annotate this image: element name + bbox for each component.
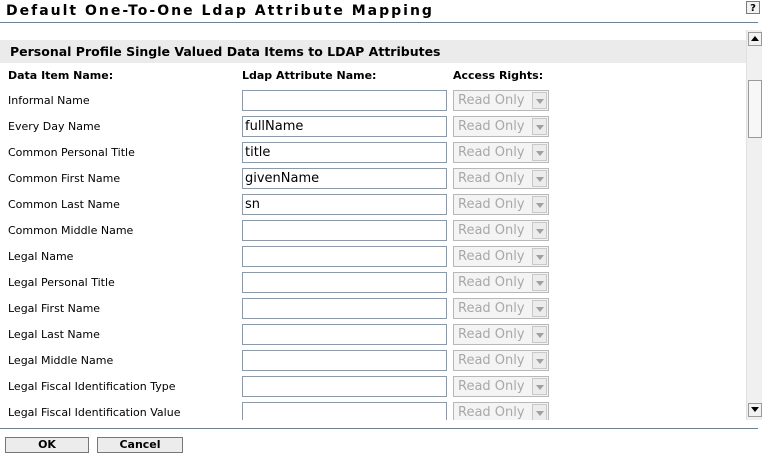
chevron-down-icon[interactable] bbox=[532, 300, 547, 317]
data-item-name: Legal Fiscal Identification Value bbox=[8, 406, 181, 419]
ldap-attribute-input[interactable] bbox=[242, 298, 447, 319]
data-item-name: Common First Name bbox=[8, 172, 121, 185]
table-row bbox=[0, 168, 746, 194]
bottom-divider bbox=[0, 428, 758, 429]
data-item-name: Common Personal Title bbox=[8, 146, 135, 159]
chevron-down-icon[interactable] bbox=[532, 196, 547, 213]
cancel-button[interactable]: Cancel bbox=[97, 437, 183, 453]
column-header-access: Access Rights: bbox=[453, 69, 544, 82]
scroll-thumb[interactable] bbox=[748, 80, 762, 138]
column-header-name: Data Item Name: bbox=[8, 69, 114, 82]
ldap-attribute-input[interactable] bbox=[242, 142, 447, 163]
table-row bbox=[0, 220, 746, 246]
ldap-attribute-input[interactable] bbox=[242, 350, 447, 371]
access-rights-select[interactable] bbox=[453, 402, 549, 420]
chevron-down-icon[interactable] bbox=[532, 118, 547, 135]
chevron-down-icon[interactable] bbox=[532, 378, 547, 395]
data-item-name: Common Middle Name bbox=[8, 224, 134, 237]
table-row bbox=[0, 402, 746, 420]
ldap-attribute-input[interactable] bbox=[242, 376, 447, 397]
ldap-attribute-input[interactable] bbox=[242, 168, 447, 189]
table-row bbox=[0, 246, 746, 272]
scroll-up-arrow-icon[interactable] bbox=[748, 32, 762, 46]
access-rights-value: Read Only bbox=[458, 223, 525, 238]
data-item-name: Every Day Name bbox=[8, 120, 101, 133]
access-rights-value: Read Only bbox=[458, 145, 525, 160]
access-rights-value: Read Only bbox=[458, 379, 525, 394]
access-rights-value: Read Only bbox=[458, 93, 525, 108]
access-rights-value: Read Only bbox=[458, 171, 525, 186]
table-row bbox=[0, 350, 746, 376]
data-item-name: Legal Personal Title bbox=[8, 276, 115, 289]
ldap-attribute-input[interactable] bbox=[242, 116, 447, 137]
ldap-attribute-input[interactable] bbox=[242, 324, 447, 345]
data-item-name: Informal Name bbox=[8, 94, 90, 107]
table-row bbox=[0, 90, 746, 116]
access-rights-select[interactable] bbox=[453, 220, 549, 241]
chevron-down-icon[interactable] bbox=[532, 92, 547, 109]
chevron-down-icon[interactable] bbox=[532, 170, 547, 187]
chevron-down-icon[interactable] bbox=[532, 144, 547, 161]
access-rights-select[interactable] bbox=[453, 272, 549, 293]
section-header bbox=[0, 40, 746, 63]
data-item-name: Legal First Name bbox=[8, 302, 101, 315]
ldap-attribute-input[interactable] bbox=[242, 272, 447, 293]
title-divider bbox=[0, 22, 758, 23]
access-rights-select[interactable] bbox=[453, 168, 549, 189]
chevron-down-icon[interactable] bbox=[532, 222, 547, 239]
section-title: Personal Profile Single Valued Data Items to LDAP Attributes bbox=[10, 44, 441, 59]
access-rights-value: Read Only bbox=[458, 405, 525, 420]
ldap-attribute-input[interactable] bbox=[242, 220, 447, 241]
access-rights-select[interactable] bbox=[453, 324, 549, 345]
access-rights-select[interactable] bbox=[453, 246, 549, 267]
access-rights-value: Read Only bbox=[458, 327, 525, 342]
access-rights-value: Read Only bbox=[458, 353, 525, 368]
access-rights-select[interactable] bbox=[453, 194, 549, 215]
mapping-panel bbox=[0, 30, 746, 420]
table-row bbox=[0, 376, 746, 402]
table-row bbox=[0, 116, 746, 142]
table-row bbox=[0, 142, 746, 168]
ldap-attribute-input[interactable] bbox=[242, 246, 447, 267]
access-rights-select[interactable] bbox=[453, 142, 549, 163]
access-rights-value: Read Only bbox=[458, 249, 525, 264]
access-rights-select[interactable] bbox=[453, 376, 549, 397]
data-item-name: Legal Middle Name bbox=[8, 354, 114, 367]
data-item-name: Legal Last Name bbox=[8, 328, 100, 341]
access-rights-select[interactable] bbox=[453, 116, 549, 137]
data-item-name: Legal Fiscal Identification Type bbox=[8, 380, 176, 393]
table-row bbox=[0, 298, 746, 324]
table-row bbox=[0, 324, 746, 350]
access-rights-select[interactable] bbox=[453, 350, 549, 371]
chevron-down-icon[interactable] bbox=[532, 326, 547, 343]
chevron-down-icon[interactable] bbox=[532, 274, 547, 291]
chevron-down-icon[interactable] bbox=[532, 248, 547, 265]
access-rights-select[interactable] bbox=[453, 298, 549, 319]
access-rights-value: Read Only bbox=[458, 275, 525, 290]
scroll-down-arrow-icon[interactable] bbox=[748, 403, 762, 417]
help-button[interactable]: ? bbox=[746, 1, 760, 14]
column-header-attr: Ldap Attribute Name: bbox=[242, 69, 377, 82]
table-row bbox=[0, 272, 746, 298]
access-rights-value: Read Only bbox=[458, 301, 525, 316]
chevron-down-icon[interactable] bbox=[532, 404, 547, 420]
access-rights-value: Read Only bbox=[458, 119, 525, 134]
access-rights-value: Read Only bbox=[458, 197, 525, 212]
ldap-attribute-input[interactable] bbox=[242, 90, 447, 111]
data-item-name: Legal Name bbox=[8, 250, 74, 263]
access-rights-select[interactable] bbox=[453, 90, 549, 111]
table-row bbox=[0, 194, 746, 220]
data-item-name: Common Last Name bbox=[8, 198, 120, 211]
ldap-attribute-input[interactable] bbox=[242, 194, 447, 215]
ok-button[interactable]: OK bbox=[5, 437, 89, 453]
chevron-down-icon[interactable] bbox=[532, 352, 547, 369]
vertical-scrollbar[interactable] bbox=[746, 30, 762, 420]
ldap-attribute-input[interactable] bbox=[242, 402, 447, 420]
page-title: Default One-To-One Ldap Attribute Mapping bbox=[6, 3, 434, 19]
